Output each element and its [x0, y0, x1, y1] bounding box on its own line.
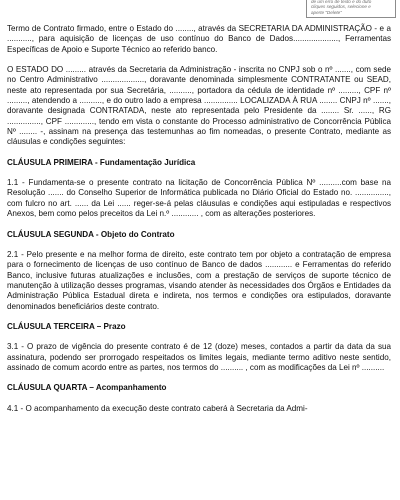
instruction-line: aperte "Delete" — [311, 9, 342, 15]
clause-body: 1.1 - Fundamenta-se o presente contrato na licitação de Concorrência Pública Nº ..........com base na Resolução ....... do Conselho Superior de Informática publicada no Diário Oficial do Estado no. ..............., com fulcro no art. ...... da Lei ...... reger-se-á pelas cláusulas e condições aqui estipuladas e respectivos Anexos, bem como pelos preceitos da Lei n.º ............ , com as alterações posteriores. — [7, 178, 391, 219]
clause-body: 2.1 - Pelo presente e na melhor forma de direito, este contrato tem por objeto a contratação de empresa para o fornecimento de licenças de uso contínuo de Banco de dados ............ e Ferramentas do referido Banco, inclusive futuras atualizações e inclusões, com a prestação de serviços de suporte técnico de manutenção à utilização desses programas, visando atender às necessidades dos Órgãos e Entidades da Administração Pública Estadual direta e indireta, nos termos e condições ora estipulados, doravante denominados beneficiários deste contrato. — [7, 249, 391, 311]
clause-title: CLÁUSULA QUARTA – Acompanhamento — [7, 383, 167, 393]
clause-title: CLÁUSULA TERCEIRA – Prazo — [7, 321, 126, 331]
contract-preamble: Termo de Contrato firmado, entre o Estado do ........, através da SECRETARIA DA ADMINISTRAÇÃO - e a ..........., para aquisição de licenças de uso contínuo do Banco de Dados...................., Ferramentas Específicas de Apoio e Suporte Técnico ao referido banco. — [7, 24, 391, 54]
clause-body: 4.1 - O acompanhamento da execução deste contrato caberá à Secretaria da Admi- — [7, 403, 308, 413]
instruction-line: cliques seguidos, selecione e — [311, 4, 371, 10]
clause-title: CLÁUSULA SEGUNDA - Objeto do Contrato — [7, 229, 175, 239]
clause-body: 3.1 - O prazo de vigência do presente contrato é de 12 (doze) meses, contados a partir da data da sua assinatura, podendo ser prorrogado respeitados os limites legais, mediante termo aditivo neste sentido, assinado de comum acordo entre as partes, nos termos do .......... , com as modificações da Lei nº .......... — [7, 342, 391, 372]
clause-title: CLÁUSULA PRIMEIRA - Fundamentação Jurídica — [7, 157, 196, 167]
instruction-line: de um erro de texto e do duto — [311, 0, 372, 4]
contract-document — [7, 24, 391, 424]
contract-parties: O ESTADO DO ......... através da Secretaria da Administração - inscrita no CNPJ sob o nº ......., com sede no Centro Administrativo ..................., doravante denominada simplesmente CONTRATANTE ou SEAD, neste ato representada por sua Secretária, .........., portadora da cédula de identidade nº ........., CPF nº ........., atendendo a .........., e do outro lado a empresa ............... LOCALIZADA À RUA ........ CNPJ nº ......., doravante designada CONTRATADA, neste ato representada pelo Presidente da ........ Sr. ......, RG ..............., CPF ............., tendo em vista o constante do Processo administrativo de Concorrência Pública Nº ........ -, assinam na presença das testemunhas ao fim nomeadas, o presente Contrato, mediante as cláusulas e condições seguintes: — [7, 65, 391, 147]
instruction-note — [306, 0, 396, 18]
